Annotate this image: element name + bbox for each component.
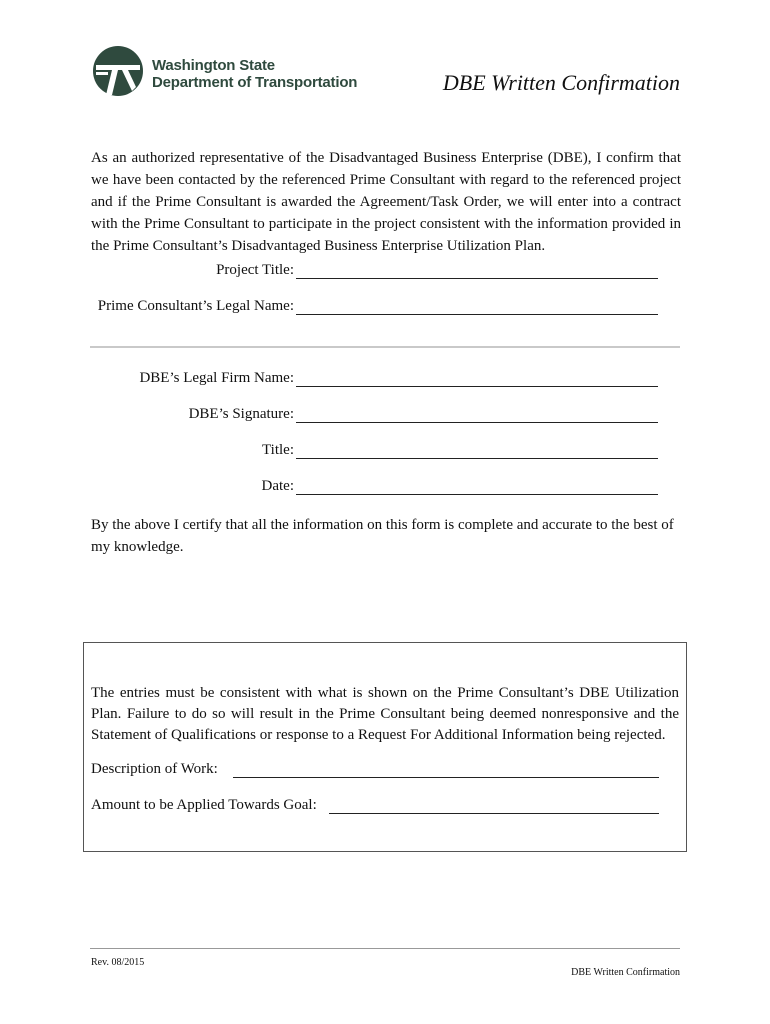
dbe-title-field[interactable] xyxy=(0,442,770,464)
dbe-signature-line[interactable] xyxy=(296,422,658,423)
dbe-title-line[interactable] xyxy=(296,458,658,459)
footer-rule xyxy=(90,948,680,949)
document-title: DBE Written Confirmation xyxy=(442,70,680,95)
certify-statement: By the above I certify that all the information on this form is complete and accurate to the best of my knowledge. xyxy=(91,517,674,555)
org-name xyxy=(152,57,357,91)
instructions-paragraph: The entries must be consistent with what is shown on the Prime Consultant’s DBE Utilization Plan. Failure to do so will result in the Prime Consultant being deemed nonresponsive and the Statement of Qualifications or response to a Request For Additional Information being rejected. xyxy=(91,685,679,743)
amount-towards-goal-field[interactable] xyxy=(91,797,679,819)
description-of-work-line[interactable] xyxy=(233,777,659,778)
dbe-signature-field[interactable] xyxy=(0,406,770,428)
amount-towards-goal-line[interactable] xyxy=(329,813,659,814)
wsdot-logo-icon xyxy=(92,45,144,97)
project-title-line[interactable] xyxy=(296,278,658,279)
prime-legal-name-line[interactable] xyxy=(296,314,658,315)
description-of-work-field[interactable] xyxy=(91,761,679,783)
prime-legal-name-label: Prime Consultant’s Legal Name: xyxy=(97,298,294,314)
org-line-1: Washington State xyxy=(152,57,275,74)
project-title-label: Project Title: xyxy=(216,262,294,278)
footer-title: DBE Written Confirmation xyxy=(571,967,680,978)
project-title-field[interactable] xyxy=(0,262,770,284)
prime-legal-name-field[interactable] xyxy=(0,298,770,320)
instructions-box xyxy=(83,642,687,852)
org-line-2: Department of Transportation xyxy=(152,74,358,91)
wsdot-logo xyxy=(92,45,412,99)
intro-paragraph: As an authorized representative of the Disadvantaged Business Enterprise (DBE), I confirm that we have been contacted by the referenced Prime Consultant with regard to the referenced project and if the Prime Consultant is awarded the Agreement/Task Order, we will enter into a contract with the Prime Consultant to participate in the project consistent with the information provided in the Prime Consultant’s Disadvantaged Business Enterprise Utilization Plan. xyxy=(91,150,681,254)
description-of-work-label: Description of Work: xyxy=(91,761,218,777)
dbe-legal-firm-name-field[interactable] xyxy=(0,370,770,392)
dbe-title-label: Title: xyxy=(262,442,294,458)
dbe-signature-label: DBE’s Signature: xyxy=(188,406,294,422)
section-divider xyxy=(90,346,680,348)
dbe-legal-firm-name-line[interactable] xyxy=(296,386,658,387)
revision-date: Rev. 08/2015 xyxy=(91,957,145,968)
dbe-legal-firm-name-label: DBE’s Legal Firm Name: xyxy=(139,370,294,386)
dbe-date-label: Date: xyxy=(261,478,294,494)
amount-towards-goal-label: Amount to be Applied Towards Goal: xyxy=(91,797,317,813)
dbe-date-field[interactable] xyxy=(0,478,770,500)
dbe-date-line[interactable] xyxy=(296,494,658,495)
